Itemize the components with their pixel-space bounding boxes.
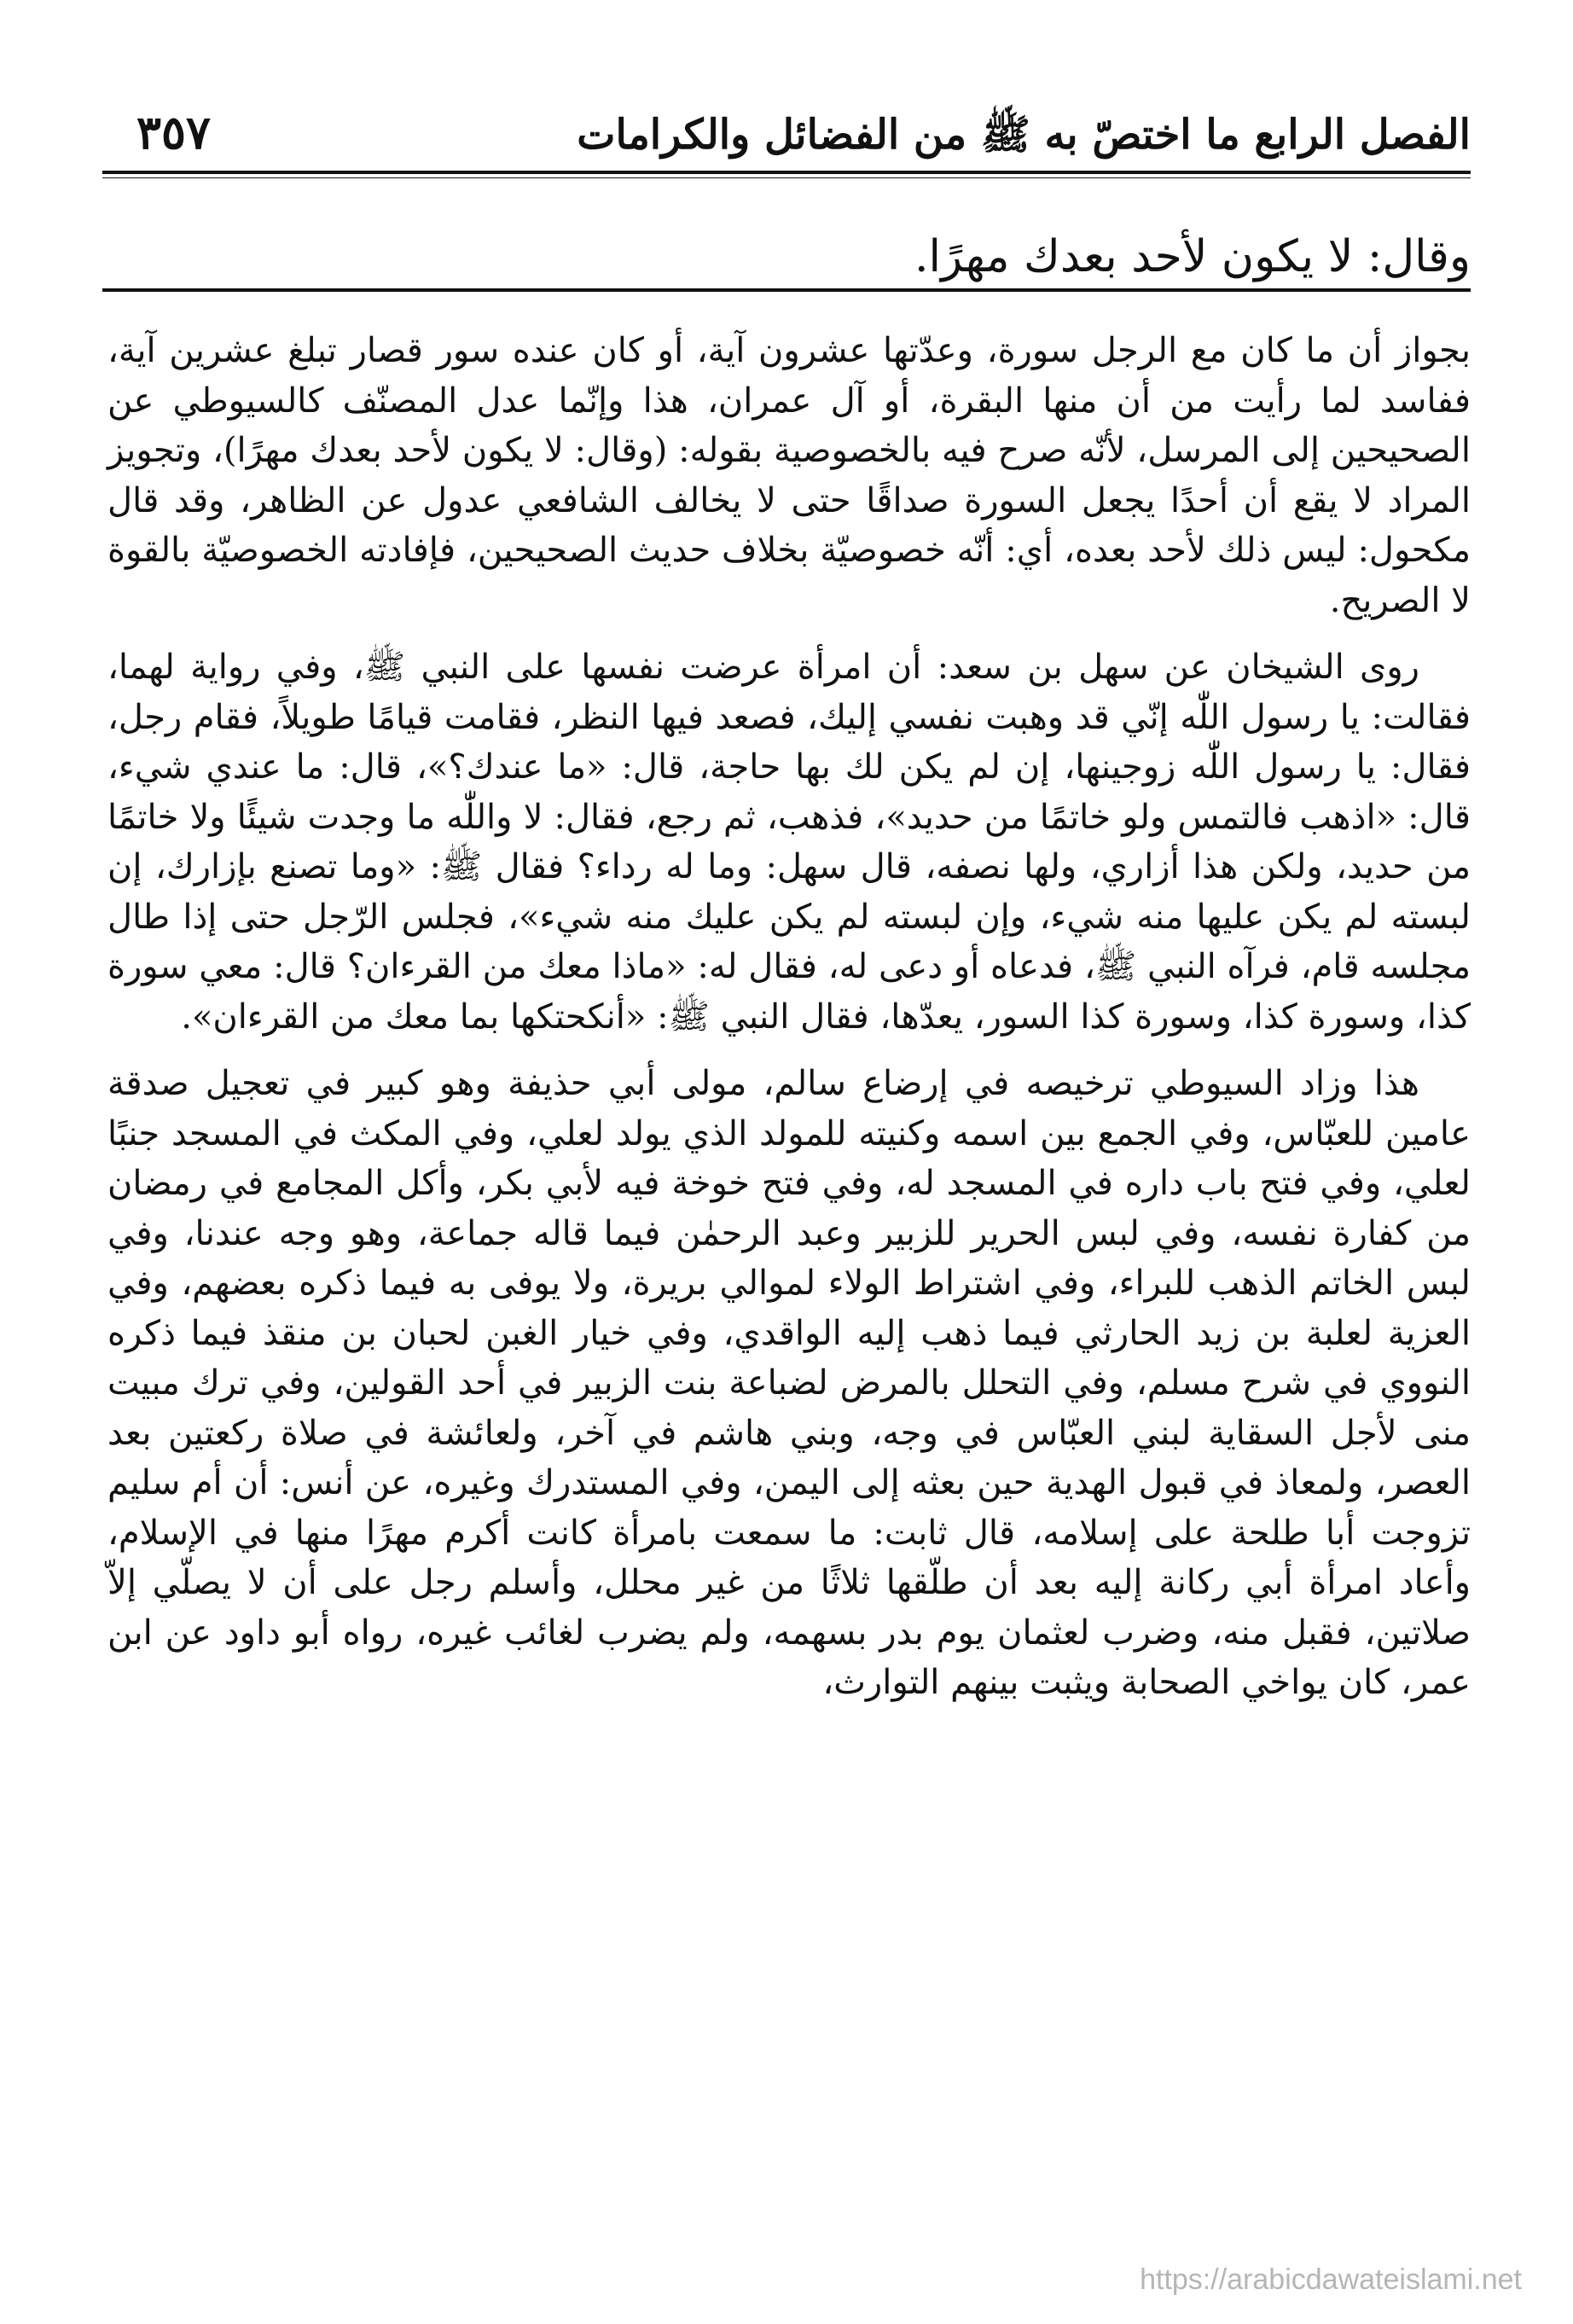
page-number: ٣٥٧ (136, 105, 212, 160)
running-title: الفصل الرابع ما اختصّ به ﷺ من الفضائل والكرامات (577, 111, 1471, 160)
paragraph: روى الشيخان عن سهل بن سعد: أن امرأة عرضت نفسها على النبي ﷺ، وفي رواية لهما، فقالت: يا رسول اللّٰه إنّي قد وهبت نفسي إليك، فصعد فيها النظر، فقامت قيامًا طويلاً، فقام رجل، فقال: يا رسول اللّٰه زوجينها، إن لم يكن لك بها حاجة، قال: «ما عندك؟»، قال: ما عندي شيء، قال: «اذهب فالتمس ولو خاتمًا من حديد»، فذهب، ثم رجع، فقال: لا واللّٰه ما وجدت شيئًا ولا خاتمًا من حديد، ولكن هذا أزاري، ولها نصفه، قال سهل: وما له رداء؟ فقال ﷺ: «وما تصنع بإزارك، إن لبسته لم يكن عليها منه شيء، وإن لبسته لم يكن عليك منه شيء»، فجلس الرّجل حتى إذا طال مجلسه قام، فرآه النبي ﷺ، فدعاه أو دعى له، فقال له: «ماذا معك من القرءان؟ قال: معي سورة كذا، وسورة كذا، وسورة كذا السور، يعدّها، فقال النبي ﷺ: «أنكحتكها بما معك من القرءان». (107, 648, 1471, 1037)
running-head (102, 92, 1471, 160)
matn-text: وقال: لا يكون لأحد بعدك مهرًا. (914, 231, 1471, 282)
matn-rule (102, 288, 1471, 292)
header-rule (102, 171, 1471, 178)
watermark-url: https://arabicdawateislami.net (1140, 2263, 1522, 2296)
commentary-body (107, 326, 1471, 1708)
paragraph: بجواز أن ما كان مع الرجل سورة، وعدّتها عشرون آية، أو كان عنده سور قصار تبلغ عشرين آية، ففاسد لما رأيت من أن منها البقرة، أو آل عمران، هذا وإنّما عدل المصنّف كالسيوطي عن الصحيحين إلى المرسل، لأنّه صرح فيه بالخصوصية بقوله: (وقال: لا يكون لأحد بعدك مهرًا)، وتجويز المراد لا يقع أن أحدًا يجعل السورة صداقًا حتى لا يخالف الشافعي عدول عن الظاهر، وقد قال مكحول: ليس ذلك لأحد بعده، أي: أنّه خصوصيّة بخلاف حديث الصحيحين، فإفادته الخصوصيّة بالقوة لا الصريح. (107, 331, 1471, 620)
paragraph: هذا وزاد السيوطي ترخيصه في إرضاع سالم، مولى أبي حذيفة وهو كبير في تعجيل صدقة عامين للعبّاس، وفي الجمع بين اسمه وكنيته للمولد الذي يولد لعلي، وفي المكث في المسجد جنبًا لعلي، وفي فتح باب داره في المسجد له، وفي فتح خوخة فيه لأبي بكر، وأكل المجامع في رمضان من كفارة نفسه، وفي لبس الحرير للزبير وعبد الرحمٰن فيما قاله جماعة، وهو وجه عندنا، وفي لبس الخاتم الذهب للبراء، وفي اشتراط الولاء لموالي بريرة، ولا يوفى به فيما ذكره بعضهم، وفي العزية لعلبة بن زيد الحارثي فيما ذهب إليه الواقدي، وفي خيار الغبن لحبان بن منقذ فيما ذكره النووي في شرح مسلم، وفي التحلل بالمرض لضباعة بنت الزبير في أحد القولين، وفي ترك مبيت منى لأجل السقاية لبني العبّاس في وجه، وبني هاشم في آخر، ولعائشة في صلاة ركعتين بعد العصر، ولمعاذ في قبول الهدية حين بعثه إلى اليمن، وفي المستدرك وغيره، عن أنس: أن أم سليم تزوجت أبا طلحة على إسلامه، قال ثابت: ما سمعت بامرأة كانت أكرم مهرًا منها في الإسلام، وأعاد امرأة أبي ركانة إليه بعد أن طلّقها ثلاثًا من غير محلل، وأسلم رجل على أن لا يصلّي إلاّ صلاتين، فقبل منه، وضرب لعثمان يوم بدر بسهمه، ولم يضرب لغائب غيره، رواه أبو داود عن ابن عمر، كان يواخي الصحابة ويثبت بينهم التوارث، (107, 1064, 1471, 1702)
